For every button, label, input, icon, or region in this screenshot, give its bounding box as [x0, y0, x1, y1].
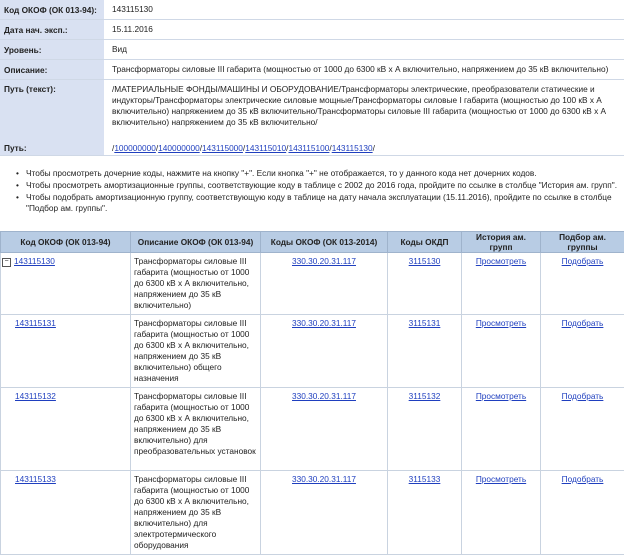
path-spacer: [0, 132, 624, 141]
path-link[interactable]: 143115130: [332, 143, 373, 154]
okof2014-link[interactable]: 330.30.20.31.117: [292, 391, 356, 401]
code-row: [0, 0, 624, 20]
table-row: [1, 388, 624, 471]
select-cell: [541, 315, 624, 388]
path-link[interactable]: 143115000: [202, 143, 243, 154]
table-row: [1, 253, 624, 315]
history-link[interactable]: Просмотреть: [476, 256, 526, 266]
info-panel: [0, 0, 624, 156]
path-link[interactable]: 140000000: [158, 143, 200, 154]
history-link[interactable]: Просмотреть: [476, 391, 526, 401]
history-cell: [462, 253, 541, 315]
okof-table: [0, 231, 624, 555]
path-text-label: Путь (текст):: [0, 80, 104, 132]
col-header-history: История ам. групп: [462, 232, 541, 253]
code-link[interactable]: 143115133: [15, 474, 56, 484]
col-header-okof2014: Коды ОКОФ (ОК 013-2014): [261, 232, 388, 253]
path-text-value: /МАТЕРИАЛЬНЫЕ ФОНДЫ/МАШИНЫ И ОБОРУДОВАНИЕ/Трансформаторы электрические, преобразователи статические и индукторы/Трансформаторы электрические силовые мощные/Трансформаторы силовые I габарита (мощностью до 100 кВ х А включительно) напряжением до 35 кВ включительно/Трансформаторы силовые III габарита (мощностью от 1000 до 6300 кВ х А включительно) напряжением до 35 кВ включительно/: [104, 80, 624, 132]
date-label: Дата нач. эксп.:: [0, 20, 104, 39]
select-link[interactable]: Подобрать: [562, 256, 604, 266]
okdp-link[interactable]: 3115130: [409, 256, 441, 266]
code-value: 143115130: [104, 0, 624, 19]
desc-cell: Трансформаторы силовые III габарита (мощностью от 1000 до 6300 кВ х А включительно, напряжением до 35 кВ включительно) для преобразовательных установок: [131, 388, 261, 471]
date-row: [0, 20, 624, 40]
okof2014-link[interactable]: 330.30.20.31.117: [292, 474, 356, 484]
note-item: • Чтобы просмотреть дочерние коды, нажмите на кнопку "+". Если кнопка "+" не отображается, то у данного кода нет дочерних кодов.: [14, 168, 624, 179]
code-link[interactable]: 143115131: [15, 318, 56, 328]
history-link[interactable]: Просмотреть: [476, 474, 526, 484]
history-link[interactable]: Просмотреть: [476, 318, 526, 328]
path-label: Путь:: [0, 141, 104, 155]
desc-value: Трансформаторы силовые III габарита (мощностью от 1000 до 6300 кВ х А включительно, напряжением до 35 кВ включительно): [104, 60, 624, 79]
path-row: [0, 141, 624, 156]
code-cell: [1, 388, 131, 471]
okof2014-cell: [261, 471, 388, 555]
path-spacer-label: [0, 132, 104, 141]
desc-cell: Трансформаторы силовые III габарита (мощностью от 1000 до 6300 кВ х А включительно, напряжением до 35 кВ включительно): [131, 253, 261, 315]
table-header-row: [1, 232, 624, 253]
path-text-row: [0, 80, 624, 132]
code-link[interactable]: 143115132: [15, 391, 56, 401]
desc-cell: Трансформаторы силовые III габарита (мощностью от 1000 до 6300 кВ х А включительно, напряжением до 35 кВ включительно) для электротермического оборудования: [131, 471, 261, 555]
col-header-code: Код ОКОФ (ОК 013-94): [1, 232, 131, 253]
okof2014-cell: [261, 315, 388, 388]
desc-label: Описание:: [0, 60, 104, 79]
note-item: • Чтобы просмотреть амортизационные группы, соответствующие коду в таблице с 2002 до 2016 года, пройдите по ссылке в столбце "История ам. групп".: [14, 180, 624, 191]
select-cell: [541, 388, 624, 471]
level-value: Вид: [104, 40, 624, 59]
code-label: Код ОКОФ (ОК 013-94):: [0, 0, 104, 19]
collapse-icon[interactable]: −: [2, 258, 11, 267]
desc-cell: Трансформаторы силовые III габарита (мощностью от 1000 до 6300 кВ х А включительно, напряжением до 35 кВ включительно) общего назначения: [131, 315, 261, 388]
okdp-cell: [388, 388, 462, 471]
date-value: 15.11.2016: [104, 20, 624, 39]
code-cell: [1, 471, 131, 555]
notes-list: [0, 168, 624, 214]
code-cell: [1, 253, 131, 315]
path-link[interactable]: 143115010: [245, 143, 286, 154]
col-header-select: Подбор ам. группы: [541, 232, 624, 253]
okdp-cell: [388, 471, 462, 555]
table-row: [1, 471, 624, 555]
okdp-link[interactable]: 3115133: [409, 474, 441, 484]
table-row: [1, 315, 624, 388]
level-row: [0, 40, 624, 60]
okof2014-cell: [261, 253, 388, 315]
desc-row: [0, 60, 624, 80]
select-link[interactable]: Подобрать: [562, 318, 604, 328]
okof2014-link[interactable]: 330.30.20.31.117: [292, 256, 356, 266]
path-spacer-value: [104, 132, 624, 141]
col-header-desc: Описание ОКОФ (ОК 013-94): [131, 232, 261, 253]
code-link[interactable]: 143115130: [14, 256, 55, 266]
okdp-cell: [388, 315, 462, 388]
okdp-link[interactable]: 3115131: [409, 318, 441, 328]
select-cell: [541, 253, 624, 315]
path-link[interactable]: 143115100: [288, 143, 329, 154]
path-link[interactable]: 100000000: [114, 143, 156, 154]
okdp-link[interactable]: 3115132: [409, 391, 441, 401]
code-cell: [1, 315, 131, 388]
col-header-okdp: Коды ОКДП: [388, 232, 462, 253]
history-cell: [462, 471, 541, 555]
select-cell: [541, 471, 624, 555]
level-label: Уровень:: [0, 40, 104, 59]
okdp-cell: [388, 253, 462, 315]
okof2014-cell: [261, 388, 388, 471]
okof2014-link[interactable]: 330.30.20.31.117: [292, 318, 356, 328]
select-link[interactable]: Подобрать: [562, 474, 604, 484]
path-links: / 100000000 / 140000000 / 143115000 / 143115010 / 143115100 / 143115130 /: [104, 141, 624, 155]
history-cell: [462, 315, 541, 388]
select-link[interactable]: Подобрать: [562, 391, 604, 401]
note-item: • Чтобы подобрать амортизационную группу, соответствующую коду в таблице на дату начала эксплуатации (15.11.2016), пройдите по ссылке в столбце "Подбор ам. группы".: [14, 192, 624, 214]
history-cell: [462, 388, 541, 471]
